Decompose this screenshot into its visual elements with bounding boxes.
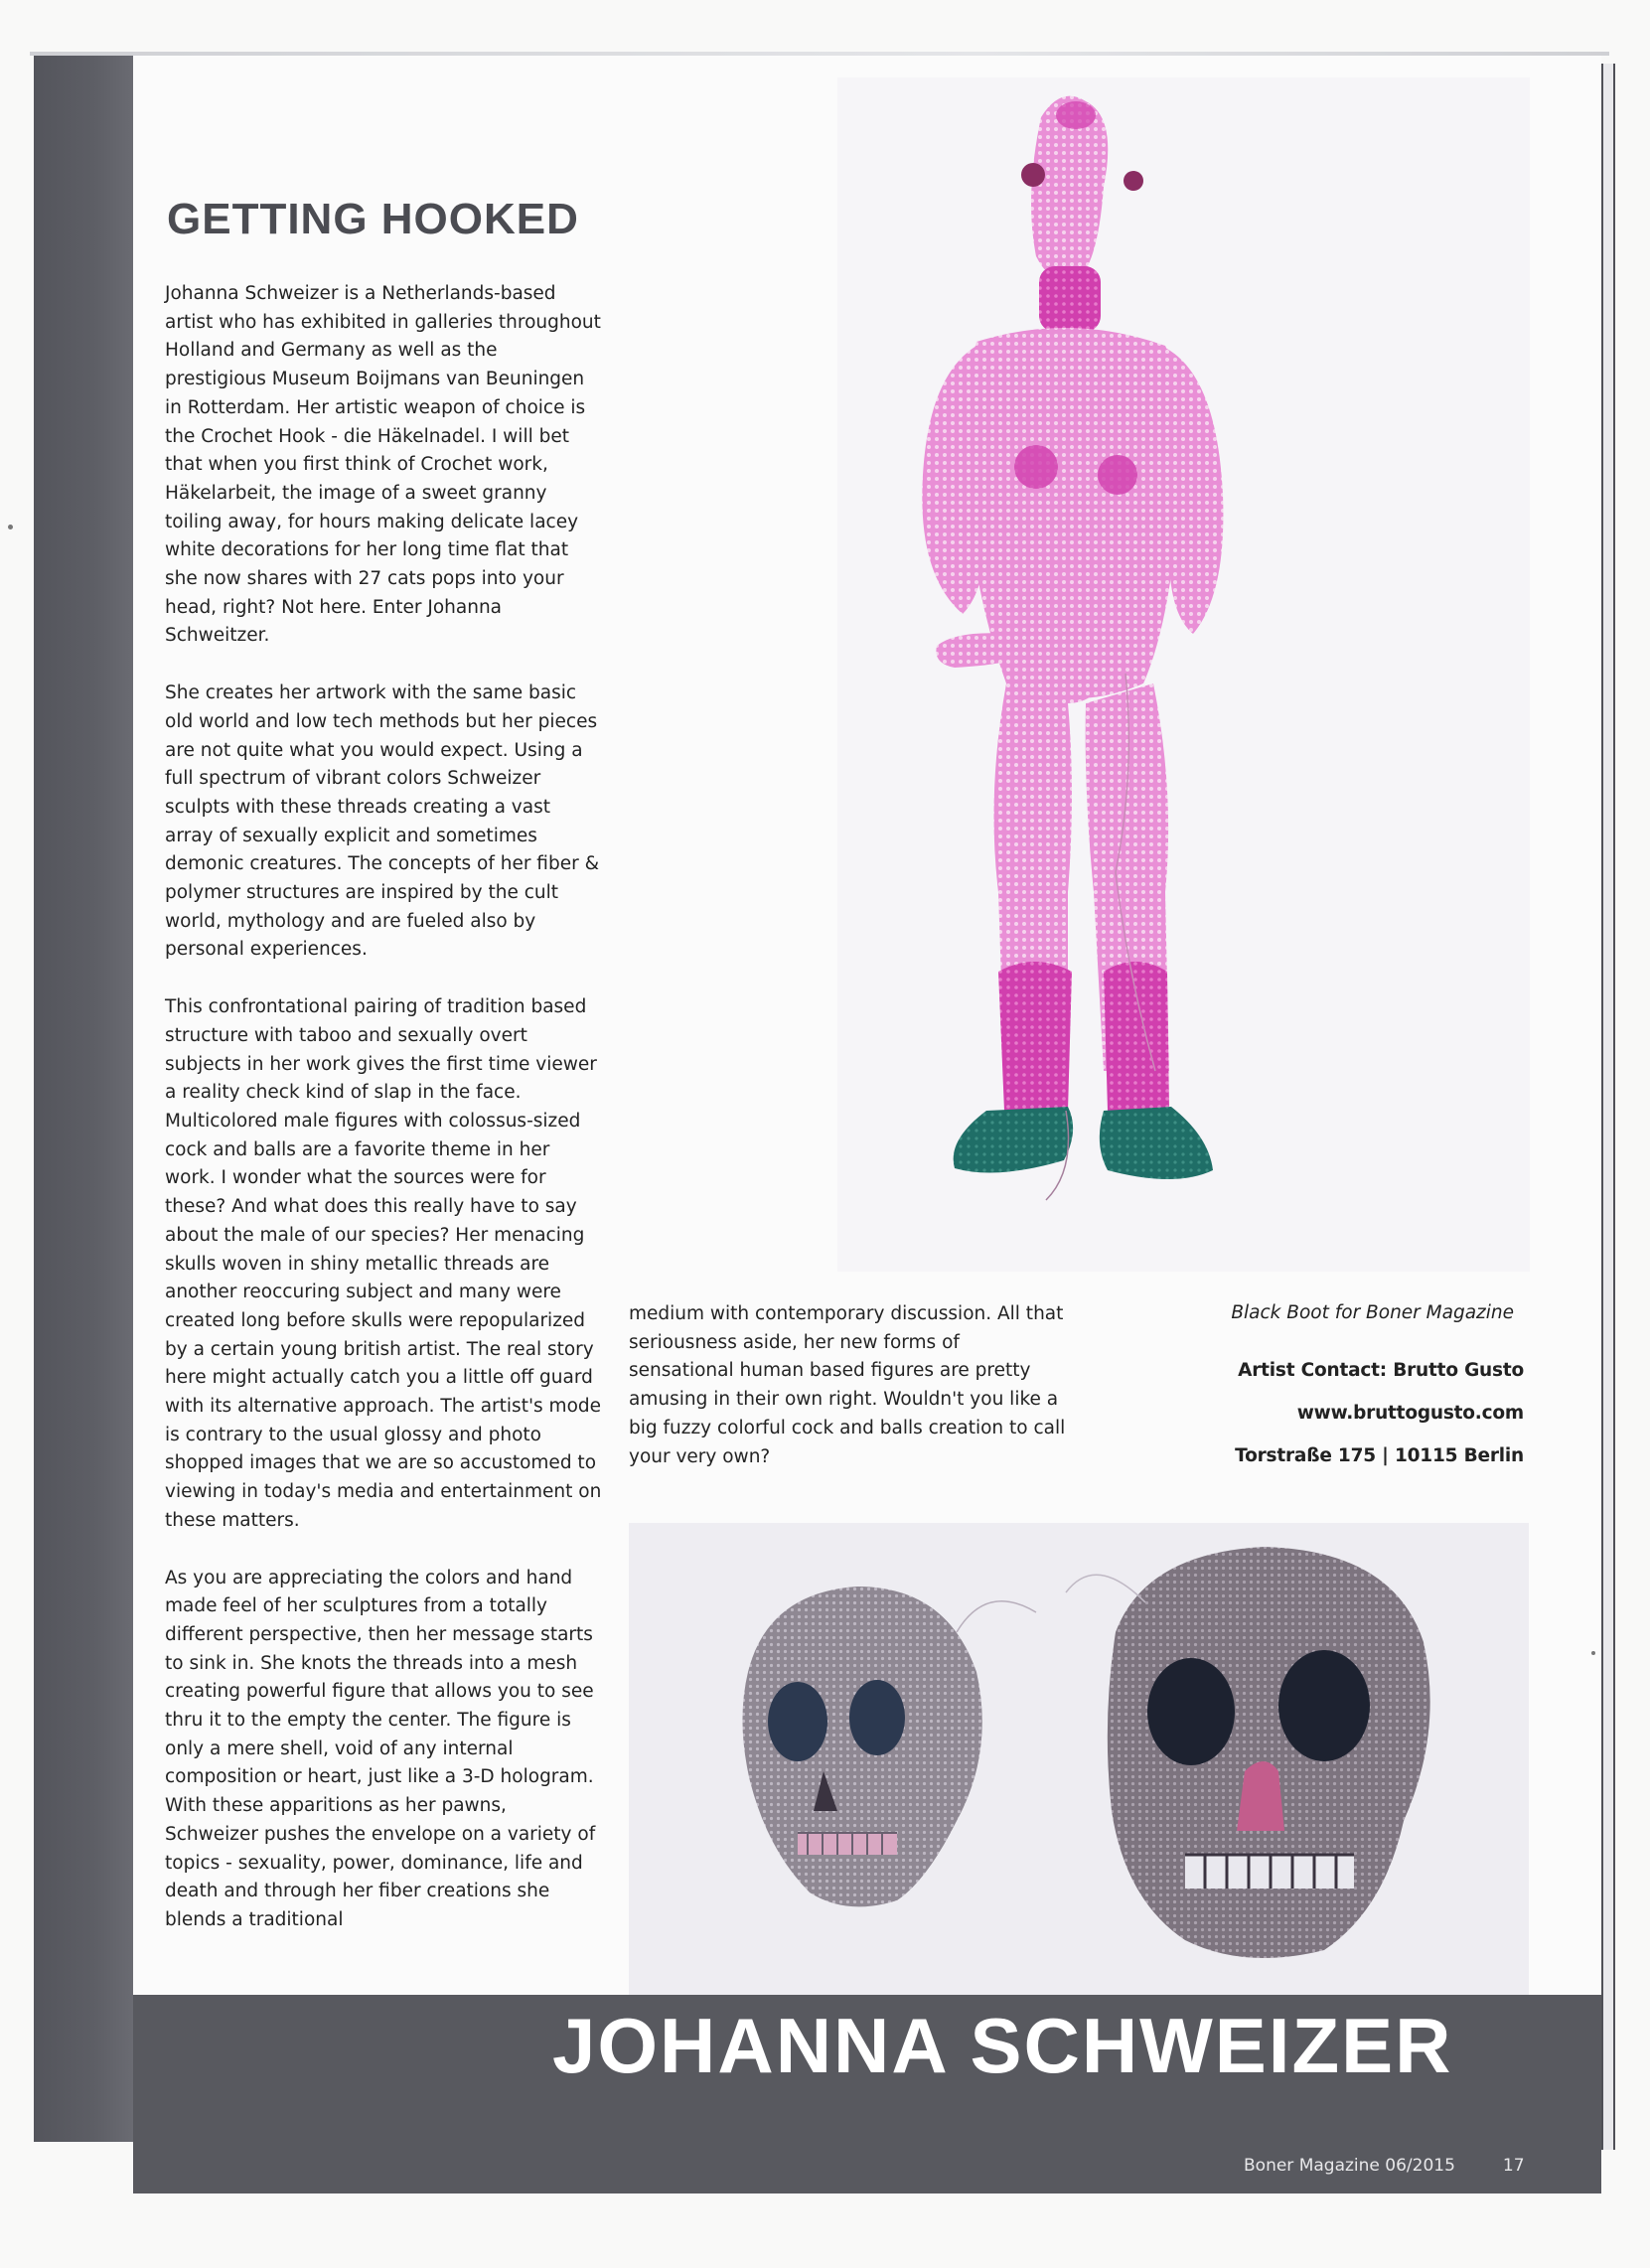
article-paragraph: As you are appreciating the colors and hand made feel of her sculptures from a totally different perspective, then her message starts to sink in. She knots the threads into a mesh creating powerful figure that allows you to see thru it to the empty the center. The figure is only a mere shell, void of any internal composition or heart, just like a 3-D hologram. With these apparitions as her pawns, Schweizer pushes the envelope on a variety of topics - sexuality, power, dominance, life and death and through her fiber creations she blends a traditional <box>165 1567 596 1930</box>
article-paragraph: She creates her artwork with the same basic old world and low tech methods but her pieces are not quite what you would expect. Using a full spectrum of vibrant colors Schweizer sculpts with these threads creating a vast array of sexually explicit and sometimes demonic creatures. The concepts of her fiber & polymer structures are inspired by the cult world, mythology and are fueled also by personal experiences. <box>165 682 599 961</box>
left-margin-bar <box>34 56 133 2142</box>
crochet-skulls-illustration <box>629 1523 1529 1996</box>
publication-name: Boner Magazine 06/2015 <box>1244 2156 1455 2176</box>
artist-website: www.bruttogusto.com <box>1296 1403 1524 1424</box>
crochet-skulls-photo <box>629 1523 1529 1996</box>
crochet-figure-illustration <box>837 77 1530 1272</box>
artist-contact: Artist Contact: Brutto Gusto <box>1238 1360 1524 1381</box>
photo-caption: Black Boot for Boner Magazine <box>1231 1302 1514 1323</box>
article-paragraph: Johanna Schweizer is a Netherlands-based artist who has exhibited in galleries throughout Holland and Germany as well as the prestigious Museum Boijmans van Beuningen in Rotterdam. Her artistic weapon of choice is the Crochet Hook - die Häkelnadel. I will bet that when you first think of Crochet work, Häkelarbeit, the image of a sweet granny toiling away, for hours making delicate lacey white decorations for her long time flat that she now shares with 27 cats pops into your head, right? Not here. Enter Johanna Schweitzer. <box>165 283 601 647</box>
article-paragraph: This confrontational pairing of tradition based structure with taboo and sexually overt subjects in her work gives the first time viewer a reality check kind of slap in the face. Multicolored male figures with colossus-sized cock and balls are a favorite theme in her work. I wonder what the sources were for these? And what does this really have to say about the male of our species? Her menacing skulls woven in shiny metallic threads are another reoccuring subject and many were created long before skulls were repopularized by a certain young british artist. The real story here might actually catch you a little off guard with its alternative approach. The artist's mode is contrary to the usual glossy and photo shopped images that we are so accustomed to viewing in today's media and entertainment on these matters. <box>165 996 602 1531</box>
article-body-column <box>165 280 602 1964</box>
right-margin-rule <box>1601 64 1615 2150</box>
artist-address: Torstraße 175 | 10115 Berlin <box>1235 1445 1524 1466</box>
article-continuation: medium with contemporary discussion. All that seriousness aside, her new forms of sensational human based figures are pretty amusing in their own right. Wouldn't you like a big fuzzy colorful cock and balls creation to call your very own? <box>629 1303 1066 1467</box>
crochet-figure-photo <box>837 77 1530 1272</box>
page-footer <box>1244 2156 1525 2176</box>
scan-speck <box>8 525 13 529</box>
article-headline: GETTING HOOKED <box>167 195 579 243</box>
page-number: 17 <box>1502 2156 1525 2176</box>
scan-speck <box>1591 1651 1595 1655</box>
artist-name: JOHANNA SCHWEIZER <box>552 2002 1453 2089</box>
